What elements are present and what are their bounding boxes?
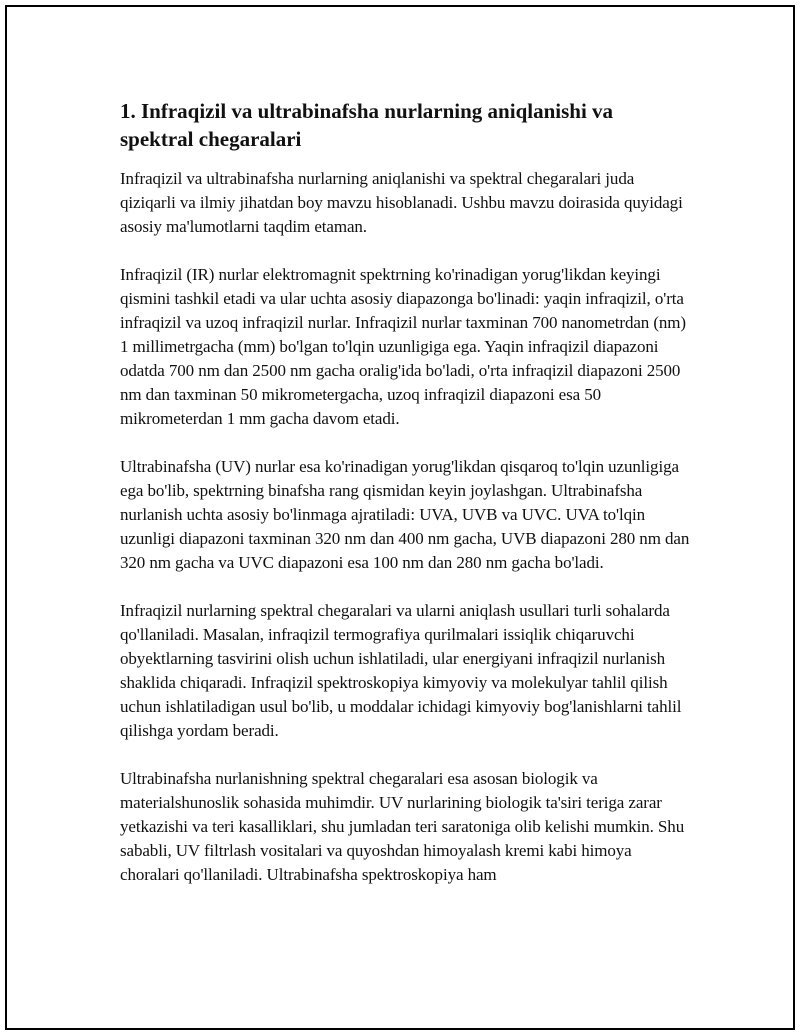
- document-content: [120, 97, 690, 911]
- paragraph-infrared: Infraqizil (IR) nurlar elektromagnit spektrning ko'rinadigan yorug'likdan keyingi qismini tashkil etadi va ular uchta asosiy diapazonga bo'linadi: yaqin infraqizil, o'rta infraqizil va uzoq infraqizil nurlar. Infraqizil nurlar taxminan 700 nanometrdan (nm) 1 millimetrgacha (mm) bo'lgan to'lqin uzunligiga ega. Yaqin infraqizil diapazoni odatda 700 nm dan 2500 nm gacha oralig'ida bo'ladi, o'rta infraqizil diapazoni 2500 nm dan taxminan 50 mikrometergacha, uzoq infraqizil diapazoni esa 50 mikrometerdan 1 mm gacha davom etadi.: [120, 265, 686, 428]
- document-page: [5, 5, 795, 1030]
- paragraph-ultraviolet-applications: Ultrabinafsha nurlanishning spektral chegaralari esa asosan biologik va materialshunoslik sohasida muhimdir. UV nurlarining biologik ta'siri teriga zarar yetkazishi va teri kasalliklari, shu jumladan teri saratoniga olib kelishi mumkin. Shu sababli, UV filtrlash vositalari va quyoshdan himoyalash kremi kabi himoya choralari qo'llaniladi. Ultrabinafsha spektroskopiya ham: [120, 769, 685, 884]
- section-heading: 1. Infraqizil va ultrabinafsha nurlarning aniqlanishi va spektral chegaralari: [120, 99, 614, 151]
- paragraph-intro: Infraqizil va ultrabinafsha nurlarning aniqlanishi va spektral chegaralari juda qiziqarli va ilmiy jihatdan boy mavzu hisoblanadi. Ushbu mavzu doirasida quyidagi asosiy ma'lumotlarni taqdim etaman.: [120, 169, 683, 236]
- paragraph-infrared-applications: Infraqizil nurlarning spektral chegaralari va ularni aniqlash usullari turli sohalarda qo'llaniladi. Masalan, infraqizil termografiya qurilmalari issiqlik chiqaruvchi obyektlarning tasvirini olish uchun ishlatiladi, ular energiyani infraqizil nurlanish shaklida chiqaradi. Infraqizil spektroskopiya kimyoviy va molekulyar tahlil qilish uchun ishlatiladigan usul bo'lib, u moddalar ichidagi kimyoviy bog'lanishlarni tahlil qilishga yordam beradi.: [120, 601, 682, 740]
- paragraph-ultraviolet: Ultrabinafsha (UV) nurlar esa ko'rinadigan yorug'likdan qisqaroq to'lqin uzunligiga ega bo'lib, spektrning binafsha rang qismidan keyin joylashgan. Ultrabinafsha nurlanish uchta asosiy bo'linmaga ajratiladi: UVA, UVB va UVC. UVA to'lqin uzunligi diapazoni taxminan 320 nm dan 400 nm gacha, UVB diapazoni 280 nm dan 320 nm gacha va UVC diapazoni esa 100 nm dan 280 nm gacha bo'ladi.: [120, 457, 690, 572]
